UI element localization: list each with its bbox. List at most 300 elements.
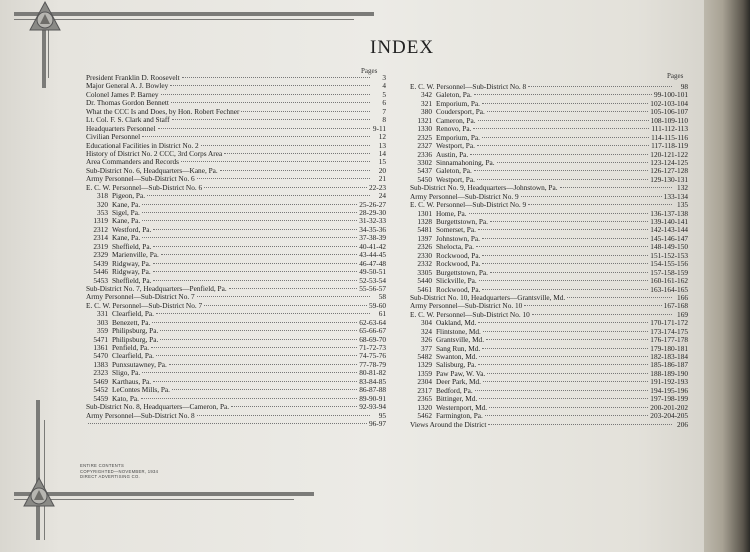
camp-number: 5471 (93, 334, 108, 344)
page-number: 20 (378, 165, 386, 175)
index-column-left (86, 74, 386, 428)
dot-leader (524, 305, 661, 306)
dot-leader (141, 398, 357, 399)
camp-number: 1329 (417, 360, 432, 370)
entry-title: Major General A. J. Bowley (86, 81, 169, 91)
dot-leader (197, 178, 370, 179)
page-number: 135 (677, 200, 688, 210)
camp-number: 324 (421, 326, 432, 336)
dot-leader (142, 372, 357, 373)
page-number: 65-66-67 (359, 326, 386, 336)
ccc-emblem-icon (22, 476, 56, 510)
camp-number: 5459 (93, 393, 108, 403)
copyright-line: COPYRIGHTED—NOVEMBER, 1934 (80, 468, 159, 474)
dot-leader (476, 246, 648, 247)
dot-leader (224, 153, 370, 154)
entry-title: Oakland, Md. (436, 318, 477, 328)
dot-leader (560, 187, 672, 188)
entry-title: Johnstown, Pa. (436, 233, 480, 243)
entry-title: E. C. W. Personnel—Sub-District No. 9 (410, 200, 527, 210)
entry-title: Colonel James P. Barney (86, 89, 159, 99)
entry-title: E. C. W. Personnel—Sub-District No. 6 (86, 182, 203, 192)
dot-leader (483, 381, 648, 382)
page-number: 62-63-64 (359, 317, 386, 327)
page-number: 80-81-82 (359, 368, 386, 378)
camp-number: 304 (421, 318, 432, 328)
dot-leader (567, 297, 672, 298)
entry-title: Kane, Pa. (112, 216, 141, 226)
page-number: 123-124-125 (650, 157, 688, 167)
page-number: 206 (677, 419, 688, 429)
page-number: 92-93-94 (359, 402, 386, 412)
page-number: 99-100-101 (653, 90, 688, 100)
dot-leader (88, 423, 367, 424)
entry-title: LeContes Mills, Pa. (112, 385, 170, 395)
dot-leader (478, 322, 648, 323)
camp-number: 2330 (417, 250, 432, 260)
camp-number: 5462 (417, 411, 432, 421)
dot-leader (171, 102, 370, 103)
entry-title: Westport, Pa. (436, 141, 475, 151)
page-number: 5 (382, 89, 386, 99)
dot-leader (478, 364, 648, 365)
entry-title: Paw Paw, W. Va. (436, 368, 486, 378)
page-number: 89-90-91 (359, 393, 386, 403)
entry-title: Sheffield, Pa. (112, 275, 152, 285)
camp-number: 1328 (417, 217, 432, 226)
page-number: 179-180-181 (650, 343, 688, 353)
page-number: 15 (378, 157, 386, 167)
dot-leader (153, 381, 357, 382)
page-number: 133-134 (663, 191, 688, 201)
pages-header-right: Pages (667, 72, 684, 80)
page-number: 77-78-79 (359, 359, 386, 369)
page-number: 151-152-153 (650, 250, 688, 260)
camp-number: 5461 (417, 284, 432, 294)
dot-leader (474, 170, 648, 171)
page-number: 102-103-104 (650, 98, 688, 108)
entry-title: Punxsutawney, Pa. (112, 359, 167, 369)
entry-title: Kato, Pa. (112, 393, 139, 403)
dot-leader (142, 212, 357, 213)
dot-leader (153, 246, 357, 247)
camp-number: 2332 (417, 259, 432, 269)
dot-leader (482, 137, 649, 138)
dot-leader (473, 128, 649, 129)
camp-number: 1359 (417, 368, 432, 378)
dot-leader (487, 111, 648, 112)
page-number: 117-118-119 (651, 141, 688, 151)
camp-number: 2325 (417, 132, 432, 142)
camp-number: 2329 (93, 250, 108, 260)
dot-leader (497, 162, 649, 163)
page-number: 25-26-27 (359, 199, 386, 209)
entry-title: Sang Run, Md. (436, 343, 481, 353)
dot-leader (172, 119, 370, 120)
entry-title: Renovo, Pa. (436, 124, 472, 134)
dot-leader (160, 339, 357, 340)
dot-leader (182, 77, 370, 78)
camp-number: 2317 (417, 385, 432, 395)
entry-title: Benezett, Pa. (112, 317, 151, 327)
camp-number: 359 (97, 326, 108, 336)
page-number: 22-23 (368, 182, 386, 192)
entry-title: Clearfield, Pa. (112, 309, 154, 319)
camp-number: 5439 (93, 258, 108, 268)
dot-leader (158, 128, 371, 129)
dot-leader (142, 204, 357, 205)
index-entry (86, 420, 386, 428)
camp-number: 5440 (417, 276, 432, 286)
dot-leader (181, 161, 370, 162)
entry-title: Penfield, Pa. (112, 343, 150, 352)
page-number: 21 (378, 174, 386, 184)
entry-title: Sigel, Pa. (112, 208, 140, 217)
dot-leader (169, 364, 357, 365)
page-number: 68-69-70 (359, 334, 386, 344)
dot-leader (482, 289, 648, 290)
index-entry (86, 412, 386, 420)
dot-leader (172, 389, 357, 390)
dot-leader (532, 314, 672, 315)
dot-leader (528, 86, 672, 87)
dot-leader (170, 85, 370, 86)
page-number: 55-56-57 (359, 283, 386, 293)
entry-title: Bedford, Pa. (436, 385, 473, 395)
page-number: 105-106-107 (650, 107, 688, 117)
dot-leader (482, 238, 648, 239)
entry-title: Salisburg, Pa. (436, 360, 477, 370)
dot-leader (156, 355, 357, 356)
entry-title: Slickville, Pa. (436, 276, 477, 286)
dot-leader (479, 398, 648, 399)
camp-number: 380 (421, 107, 432, 117)
camp-number: 5482 (417, 352, 432, 361)
dot-leader (489, 407, 648, 408)
dot-leader (160, 330, 357, 331)
entry-title: Shelocta, Pa. (436, 242, 474, 252)
entry-title: Army Personnel—Sub-District No. 7 (86, 292, 195, 302)
page-number: 197-198-199 (650, 394, 688, 404)
entry-title: Kane, Pa. (112, 199, 141, 209)
camp-number: 2304 (417, 377, 432, 387)
dot-leader (153, 280, 357, 281)
entry-title: Army Personnel—Sub-District No. 8 (86, 410, 195, 420)
camp-number: 2312 (93, 224, 108, 234)
page-number: 71-72-73 (359, 343, 386, 352)
camp-number: 1320 (417, 402, 432, 412)
page-number: 58 (378, 292, 386, 302)
page-number: 13 (378, 140, 386, 150)
entry-title: What the CCC Is and Does, by Hon. Robert Fechner (86, 106, 240, 116)
page-number: 95 (378, 410, 386, 420)
dot-leader (486, 339, 648, 340)
dot-leader (487, 373, 648, 374)
page-number: 176-177-178 (650, 335, 688, 345)
camp-number: 1361 (93, 343, 108, 352)
dot-leader (204, 305, 367, 306)
copyright-line: ENTIRE CONTENTS (80, 463, 125, 468)
entry-title: Ridgway, Pa. (112, 267, 151, 277)
page-number: 182-183-184 (650, 352, 688, 361)
page-number: 31-32-33 (359, 216, 386, 226)
entry-title: History of District No. 2 CCC, 3rd Corps Area (86, 148, 223, 158)
page-number: 74-75-76 (359, 351, 386, 361)
entry-title: Rockwood, Pa. (436, 284, 481, 294)
entry-title: E. C. W. Personnel—Sub-District No. 8 (410, 82, 527, 91)
dot-leader (477, 179, 648, 180)
dot-leader (156, 313, 370, 314)
page-title: INDEX (370, 37, 435, 58)
dot-leader (482, 103, 648, 104)
camp-number: 326 (421, 335, 432, 345)
dot-leader (482, 263, 648, 264)
camp-number: 5452 (93, 385, 108, 395)
dot-leader (231, 406, 357, 407)
entry-title: Marienville, Pa. (112, 250, 159, 260)
entry-title: Sub-District No. 7, Headquarters—Penfield, Pa. (86, 283, 227, 293)
camp-number: 2326 (417, 242, 432, 252)
dot-leader (479, 356, 648, 357)
page-number: 3 (382, 73, 386, 82)
entry-title: Clearfield, Pa. (112, 351, 154, 361)
camp-number: 5450 (417, 174, 432, 184)
dot-leader (241, 111, 370, 112)
border-line-top-thin (14, 19, 354, 20)
page-number: 14 (378, 148, 386, 158)
dot-leader (475, 390, 649, 391)
camp-number: 303 (97, 317, 108, 327)
entry-title: Area Commanders and Records (86, 157, 180, 167)
page-number: 157-158-159 (650, 267, 688, 277)
dot-leader (490, 272, 648, 273)
entry-title: Headquarters Personnel (86, 123, 156, 133)
entry-title: Westernport, Md. (436, 402, 488, 412)
camp-number: 1301 (417, 208, 432, 218)
dot-leader (197, 296, 370, 297)
page-number: 169 (677, 309, 688, 319)
entry-title: President Franklin D. Roosevelt (86, 73, 180, 82)
camp-number: 2323 (93, 368, 108, 378)
entry-title: Army Personnel—Sub-District No. 6 (86, 174, 195, 184)
border-line-bottom (14, 492, 314, 496)
page-number: 34-35-36 (359, 224, 386, 234)
ccc-emblem-icon (28, 0, 62, 34)
dot-leader (161, 94, 370, 95)
entry-title: Bittinger, Md. (436, 394, 478, 404)
page-number: 114-115-116 (651, 132, 688, 142)
camp-number: 5446 (93, 267, 108, 277)
camp-number: 2336 (417, 149, 432, 159)
entry-title: Karthaus, Pa. (112, 376, 152, 386)
dot-leader (204, 187, 367, 188)
entry-title: Dr. Thomas Gordon Bennett (86, 98, 169, 108)
camp-number: 2365 (417, 394, 432, 404)
entry-title: Philipsburg, Pa. (112, 326, 159, 336)
dot-leader (142, 237, 357, 238)
page-number: 163-164-165 (650, 284, 688, 294)
page-number: 83-84-85 (359, 376, 386, 386)
entry-title: Views Around the District (410, 419, 487, 429)
dot-leader (197, 415, 370, 416)
dot-leader (142, 220, 357, 221)
dot-leader (161, 254, 357, 255)
camp-number: 5453 (93, 275, 108, 285)
entry-title: Westport, Pa. (436, 174, 475, 184)
entry-title: Pigeon, Pa. (112, 191, 146, 201)
entry-title: Austin, Pa. (436, 149, 469, 159)
entry-title: Sub-District No. 6, Headquarters—Kane, Pa. (86, 165, 218, 175)
dot-leader (153, 271, 358, 272)
page-number: 43-44-45 (359, 250, 386, 260)
dot-leader (142, 136, 370, 137)
dot-leader (490, 221, 648, 222)
camp-number: 1397 (417, 233, 432, 243)
page-number: 9-11 (372, 123, 386, 133)
page-number: 49-50-51 (359, 267, 386, 277)
dot-leader (482, 348, 648, 349)
border-line-top (14, 12, 374, 16)
camp-number: 318 (97, 191, 108, 201)
page-number: 59-60 (368, 300, 386, 310)
entry-title: Somerset, Pa. (436, 225, 476, 235)
page-number: 185-186-187 (650, 360, 688, 370)
entry-title: Farmington, Pa. (436, 411, 483, 421)
page-number: 111-112-113 (651, 124, 688, 134)
camp-number: 1383 (93, 359, 108, 369)
entry-title: Emporium, Pa. (436, 98, 480, 108)
dot-leader (147, 195, 370, 196)
page-number: 52-53-54 (359, 275, 386, 285)
entry-title: Galeton, Pa. (436, 166, 472, 176)
entry-title: Coudersport, Pa. (436, 107, 485, 117)
entry-title: Rockwood, Pa. (436, 259, 481, 269)
page-number: 200-201-202 (650, 402, 688, 412)
entry-title: Swanton, Md. (436, 352, 478, 361)
page-number: 61 (378, 309, 386, 319)
page-number: 7 (382, 106, 386, 116)
page-number: 160-161-162 (650, 276, 688, 286)
camp-number: 3302 (417, 157, 432, 167)
page-number: 191-192-193 (650, 377, 688, 387)
page-number: 37-38-39 (359, 233, 386, 243)
page-number: 24 (378, 191, 386, 201)
entry-title: Lt. Col. F. S. Clark and Staff (86, 115, 170, 125)
page-number: 46-47-48 (359, 258, 386, 268)
camp-number: 5437 (417, 166, 432, 176)
entry-title: Emporium, Pa. (436, 132, 480, 142)
entry-title: Westford, Pa. (112, 224, 152, 234)
dot-leader (521, 196, 662, 197)
entry-title: Philipsburg, Pa. (112, 334, 159, 344)
camp-number: 1321 (417, 115, 432, 125)
page-number: 145-146-147 (650, 233, 688, 243)
page-number: 148-149-150 (650, 242, 688, 252)
camp-number: 320 (97, 199, 108, 209)
page-number: 126-127-128 (650, 166, 688, 176)
dot-leader (474, 94, 652, 95)
entry-title: Home, Pa. (436, 208, 467, 218)
entry-title: Deer Park, Md. (436, 377, 481, 387)
page-number: 12 (378, 132, 386, 142)
dot-leader (478, 120, 649, 121)
dot-leader (482, 255, 648, 256)
page-number: 4 (382, 81, 386, 91)
page-number: 170-171-172 (650, 318, 688, 328)
camp-number: 331 (97, 309, 108, 319)
page-number: 167-168 (663, 301, 688, 311)
dot-leader (477, 145, 649, 146)
page-number: 129-130-131 (650, 174, 688, 184)
camp-number: 342 (421, 90, 432, 100)
dot-leader (201, 145, 370, 146)
entry-title: Sub-District No. 9, Headquarters—Johnstown, Pa. (410, 183, 558, 193)
dot-leader (153, 263, 358, 264)
dot-leader (470, 154, 648, 155)
dot-leader (151, 347, 357, 348)
camp-number: 2319 (93, 241, 108, 251)
index-entry (410, 421, 688, 429)
page-number: 8 (382, 115, 386, 125)
camp-number: 5469 (93, 376, 108, 386)
entry-title: Sheffield, Pa. (112, 241, 152, 251)
entry-title: Educational Facilities in District No. 2 (86, 140, 199, 150)
dot-leader (483, 331, 648, 332)
entry-title: Civilian Personnel (86, 132, 141, 142)
dot-leader (485, 415, 648, 416)
page-number: 194-195-196 (650, 385, 688, 395)
page-number: 108-109-110 (650, 115, 688, 125)
entry-title: E. C. W. Personnel—Sub-District No. 7 (86, 300, 203, 310)
camp-number: 321 (421, 98, 432, 108)
dot-leader (153, 229, 357, 230)
entry-title: Sub-District No. 8, Headquarters—Cameron, Pa. (86, 402, 230, 412)
page-number: 139-140-141 (650, 217, 688, 226)
entry-title: Cameron, Pa. (436, 115, 476, 125)
entry-title: Ridgway, Pa. (112, 258, 151, 268)
camp-number: 1330 (417, 124, 432, 134)
entry-title: Rockwood, Pa. (436, 250, 481, 260)
page-number: 154-155-156 (650, 259, 688, 269)
dot-leader (220, 170, 370, 171)
page-number: 136-137-138 (650, 208, 688, 218)
page-number: 203-204-205 (650, 411, 688, 421)
page-edge-shadow (704, 0, 750, 552)
entry-title: Army Personnel—Sub-District No. 9 (410, 191, 519, 201)
border-line-bottom-left (36, 400, 40, 540)
page-number: 6 (382, 98, 386, 108)
entry-title: Flintstone, Md. (436, 326, 481, 336)
copyright-notice (80, 463, 158, 480)
page-number: 120-121-122 (650, 149, 688, 159)
camp-number: 377 (421, 343, 432, 353)
camp-number: 2314 (93, 233, 108, 243)
page-number: 173-174-175 (650, 326, 688, 336)
camp-number: 3305 (417, 267, 432, 277)
dot-leader (229, 288, 358, 289)
camp-number: 5481 (417, 225, 432, 235)
camp-number: 353 (97, 208, 108, 217)
entry-title: Sub-District No. 10, Headquarters—Grantsville, Md. (410, 292, 566, 302)
camp-number: 2327 (417, 141, 432, 151)
page-number: 132 (677, 183, 688, 193)
entry-title: Grantsville, Md. (436, 335, 485, 345)
page-number: 28-29-30 (359, 208, 386, 217)
copyright-line: DIRECT ADVERTISING CO. (80, 474, 140, 479)
entry-title: Burgettstown, Pa. (436, 217, 488, 226)
entry-title: Sinnamahoning, Pa. (436, 157, 495, 167)
camp-number: 1319 (93, 216, 108, 226)
